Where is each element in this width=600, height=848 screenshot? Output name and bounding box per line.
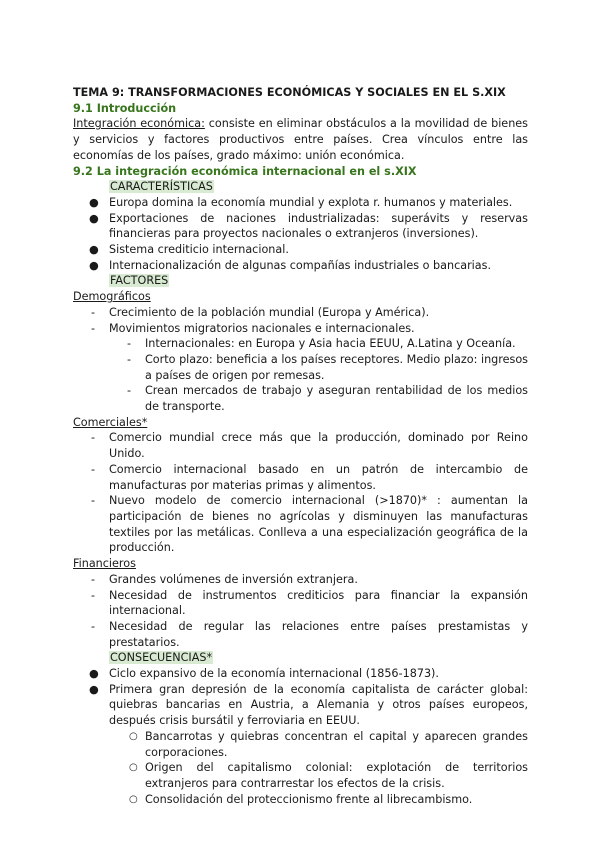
bullet-icon: ● [89,667,99,681]
list-item-text: Internacionalización de algunas compañías industriales o bancarias. [109,258,492,272]
list-item [73,493,528,556]
list-item-text: Consolidación del proteccionismo frente al librecambismo. [145,792,473,806]
list-item [73,588,528,619]
list-item-text: Necesidad de regular las relaciones entre países prestamistas y prestatarios. [109,619,528,649]
sub-list-item [73,352,528,383]
dash-icon: - [91,572,96,586]
demograficos-heading: Demográficos [73,290,151,304]
section-heading-9-1: 9.1 Introducción [73,101,177,115]
list-item [73,462,528,493]
list-item-text: Corto plazo: beneficia a los países receptores. Medio plazo: ingresos a países de origen por remesas. [145,352,528,382]
circle-bullet-icon: ○ [129,793,138,805]
list-item-text: Exportaciones de naciones industrializadas: superávits y reservas financieras para proyectos nacionales o extranjeros (inversiones). [109,211,528,241]
sub-list-item [73,792,528,808]
list-item-text: Nuevo modelo de comercio internacional (>1870)* : aumentan la participación de bienes no agrícolas y disminuyen las manufacturas textiles por las metálicas. Conlleva a una especialización geográfica de la producción. [109,494,528,555]
intro-text: consiste en eliminar obstáculos a la movilidad de bienes y servicios y factores productivos entre países. Crea vínculos entre las economías de los países, grado máximo: unión económica. [73,117,528,162]
list-item-text: Crecimiento de la población mundial (Europa y América). [109,305,430,319]
circle-bullet-icon: ○ [129,762,138,774]
intro-paragraph [73,116,528,163]
list-item-text: Comercio internacional basado en un patrón de intercambio de manufacturas por materias primas y alimentos. [109,462,528,492]
bullet-icon: ● [89,682,99,696]
factores-label: FACTORES [110,274,169,288]
dash-icon: - [91,462,96,476]
document-title: TEMA 9: TRANSFORMACIONES ECONÓMICAS Y SOCIALES EN EL S.XIX [73,86,506,99]
list-item [73,195,528,211]
section-heading-9-2: 9.2 La integración económica internacional en el s.XIX [73,164,417,178]
intro-term: Integración económica: [73,117,205,131]
list-item-text: Crean mercados de trabajo y aseguran rentabilidad de los medios de transporte. [145,384,528,414]
list-item-text: Ciclo expansivo de la economía internacional (1856-1873). [109,667,439,681]
financieros-heading: Financieros [73,557,136,571]
consecuencias-heading [73,650,528,666]
document-body [73,85,528,807]
consecuencias-label: CONSECUENCIAS* [110,651,213,665]
bullet-icon: ● [89,195,99,209]
list-item [73,305,528,321]
list-item [73,619,528,650]
bullet-icon: ● [89,243,99,257]
sub-list-item [73,383,528,414]
list-item [73,430,528,461]
dash-icon: - [91,619,96,633]
list-item [73,321,528,337]
list-item [73,666,528,682]
list-item-text: Primera gran depresión de la economía capitalista de carácter global: quiebras bancarias en Austria, a Alemania y otros países europeos, después crisis bursátil y ferroviaria en EEUU. [109,682,528,728]
dash-icon: - [91,431,96,445]
bullet-icon: ● [89,258,99,272]
dash-icon: - [127,352,132,366]
dash-icon: - [91,321,96,335]
dash-icon: - [91,494,96,508]
dash-icon: - [127,384,132,398]
list-item-text: Sistema crediticio internacional. [109,243,289,257]
list-item [73,572,528,588]
dash-icon: - [127,337,132,351]
caracteristicas-label: CARACTERÍSTICAS [110,180,213,194]
factores-heading [73,273,528,289]
list-item-text: Internacionales: en Europa y Asia hacia EEUU, A.Latina y Oceanía. [145,337,516,351]
sub-list-item [73,336,528,352]
dash-icon: - [91,305,96,319]
circle-bullet-icon: ○ [129,730,138,742]
list-item-text: Comercio mundial crece más que la producción, dominado por Reino Unido. [109,431,528,461]
list-item [73,258,528,274]
caracteristicas-heading [73,179,528,195]
list-item [73,211,528,242]
list-item [73,682,528,729]
list-item-text: Necesidad de instrumentos crediticios para financiar la expansión internacional. [109,588,528,618]
list-item-text: Grandes volúmenes de inversión extranjera. [109,572,358,586]
list-item-text: Origen del capitalismo colonial: explotación de territorios extranjeros para contrarrestar los efectos de la crisis. [145,761,528,790]
bullet-icon: ● [89,211,99,225]
dash-icon: - [91,588,96,602]
list-item-text: Movimientos migratorios nacionales e internacionales. [109,321,415,335]
list-item-text: Bancarrotas y quiebras concentran el capital y aparecen grandes corporaciones. [145,729,528,759]
list-item-text: Europa domina la economía mundial y explota r. humanos y materiales. [109,195,513,209]
sub-list-item [73,760,528,791]
comerciales-heading: Comerciales* [73,415,148,429]
sub-list-item [73,729,528,760]
list-item [73,242,528,258]
